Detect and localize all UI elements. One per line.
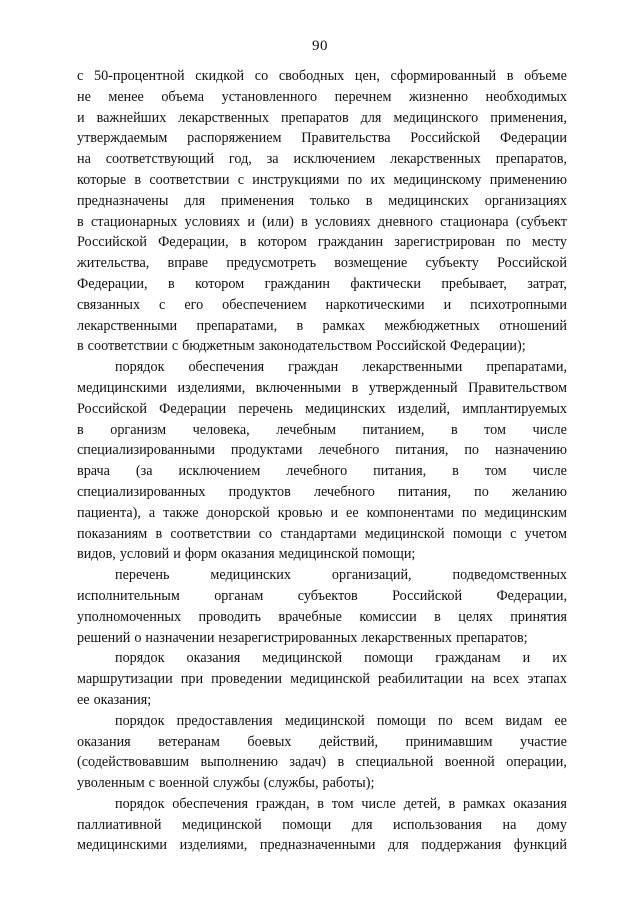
text-line: жительства, вправе предусмотреть возмещение субъекту Российской bbox=[77, 255, 567, 272]
text-line: Федерации, в котором гражданин фактически пребывает, затрат, bbox=[77, 275, 567, 292]
paragraph bbox=[77, 648, 567, 710]
text-line: врача (за исключением лечебного питания, в том числе bbox=[77, 463, 567, 480]
text-line: на соответствующий год, за исключением лекарственных препаратов, bbox=[77, 151, 567, 168]
text-line: которые в соответствии с инструкциями по их медицинскому применению bbox=[77, 171, 567, 188]
text-line: в организм человека, лечебным питанием, в том числе bbox=[77, 421, 567, 438]
text-line: медицинскими изделиями, включенными в утвержденный Правительством bbox=[77, 379, 567, 396]
text-line: Российской Федерации, в котором гражданин зарегистрирован по месту bbox=[77, 234, 567, 251]
text-line: маршрутизации при проведении медицинской реабилитации на всех этапах bbox=[77, 671, 567, 688]
text-line: и важнейших лекарственных препаратов для медицинского применения, bbox=[77, 109, 567, 126]
text-line: связанных с его обеспечением наркотическими и психотропными bbox=[77, 296, 567, 313]
text-line: пациента), а также донорской кровью и ее компонентами по медицинским bbox=[77, 504, 567, 521]
text-line: уволенным с военной службы (службы, работы); bbox=[77, 775, 375, 792]
page-number: 90 bbox=[312, 38, 328, 54]
text-line: порядок предоставления медицинской помощи по всем видам ее bbox=[115, 712, 567, 729]
text-line: показаниям в соответствии со стандартами медицинской помощи с учетом bbox=[77, 525, 567, 542]
text-line: не менее объема установленного перечнем жизненно необходимых bbox=[77, 88, 567, 105]
text-line: видов, условий и форм оказания медицинской помощи; bbox=[77, 546, 416, 563]
text-line: с 50-процентной скидкой со свободных цен, сформированный в объеме bbox=[77, 68, 567, 84]
text-line: решений о назначении незарегистрированных лекарственных препаратов; bbox=[77, 629, 528, 646]
text-line: в соответствии с бюджетным законодательством Российской Федерации); bbox=[77, 338, 526, 355]
text-line: специализированными продуктами лечебного питания, по назначению bbox=[77, 442, 567, 459]
text-line: предназначены для применения только в медицинских организациях bbox=[77, 192, 567, 209]
paragraph bbox=[77, 66, 567, 357]
text-line: ее оказания; bbox=[77, 691, 152, 708]
text-line: специализированных продуктов лечебного питания, по желанию bbox=[77, 483, 567, 500]
text-line: перечень медицинских организаций, подведомственных bbox=[115, 567, 567, 584]
paragraph bbox=[77, 565, 567, 648]
text-line: в стационарных условиях и (или) в условиях дневного стационара (субъект bbox=[77, 213, 567, 230]
text-line: уполномоченных проводить врачебные комиссии в целях принятия bbox=[77, 608, 567, 625]
paragraph bbox=[77, 711, 567, 794]
text-line: лекарственными препаратами, в рамках межбюджетных отношений bbox=[77, 317, 567, 334]
paragraph bbox=[77, 794, 567, 856]
text-line: порядок обеспечения граждан лекарственными препаратами, bbox=[115, 359, 567, 376]
text-line: утверждаемым распоряжением Правительства Российской Федерации bbox=[77, 130, 567, 147]
text-line: паллиативной медицинской помощи для использования на дому bbox=[77, 816, 567, 833]
text-line: порядок оказания медицинской помощи гражданам и их bbox=[115, 650, 567, 667]
paragraph bbox=[77, 357, 567, 565]
text-line: порядок обеспечения граждан, в том числе детей, в рамках оказания bbox=[115, 795, 567, 812]
text-line: исполнительным органам субъектов Российской Федерации, bbox=[77, 587, 567, 604]
text-line: медицинскими изделиями, предназначенными для поддержания функций bbox=[77, 837, 567, 854]
document-body bbox=[77, 66, 567, 856]
text-line: (содействовавшим выполнению задач) в специальной военной операции, bbox=[77, 754, 567, 771]
text-line: оказания ветеранам боевых действий, принимавшим участие bbox=[77, 733, 567, 750]
text-line: Российской Федерации перечень медицинских изделий, имплантируемых bbox=[77, 400, 567, 417]
